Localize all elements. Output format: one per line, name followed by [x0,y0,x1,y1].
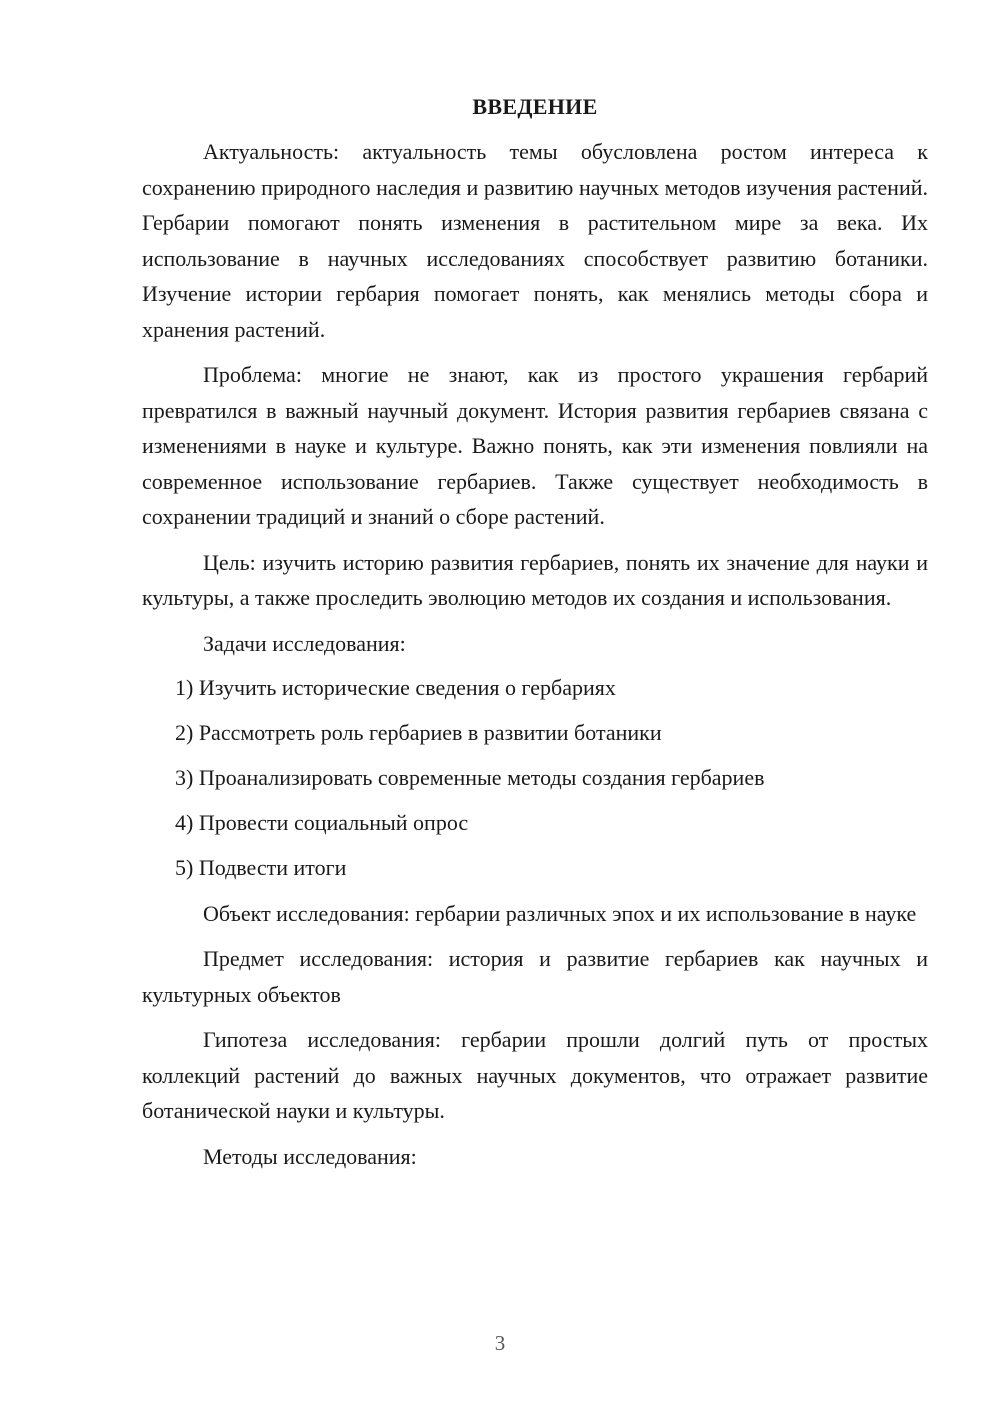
paragraph-goal: Цель: изучить историю развития гербариев, понять их значение для науки и культуры, а также проследить эволюцию методов их создания и использования. [142,549,928,610]
methods-heading: Методы исследования: [203,1143,417,1169]
list-item: 1) Изучить исторические сведения о гербариях [175,675,616,700]
list-item: 5) Подвести итоги [175,855,347,880]
paragraph-hypothesis: Гипотеза исследования: гербарии прошли долгий путь от простых коллекций растений до важных научных документов, что отражает развитие ботанической науки и культуры. [142,1027,928,1123]
paragraph-relevance: Актуальность: актуальность темы обусловлена ростом интереса к сохранению природного наследия и развитию научных методов изучения растений. Гербарии помогают понять изменения в растительном мире за века. Их использование в научных исследованиях способствует развитию ботаники. Изучение истории гербария помогает понять, как менялись методы сбора и хранения растений. [142,139,928,342]
list-item: 4) Провести социальный опрос [175,810,469,835]
document-page [142,92,928,1184]
list-item: 3) Проанализировать современные методы создания гербариев [175,765,765,790]
paragraph-object: Объект исследования: гербарии различных эпох и их использование в науке [203,900,917,926]
tasks-heading: Задачи исследования: [203,630,406,656]
tasks-list [142,670,928,886]
paragraph-subject: Предмет исследования: история и развитие гербариев как научных и культурных объектов [142,946,928,1007]
paragraph-problem: Проблема: многие не знают, как из простого украшения гербарий превратился в важный научный документ. История развития гербариев связана с изменениями в науке и культуре. Важно понять, как эти изменения повлияли на современное использование гербариев. Также существует необходимость в сохранении традиций и знаний о сборе растений. [142,362,928,529]
page-title: ВВЕДЕНИЕ [472,94,598,119]
page-number: 3 [494,1331,506,1355]
list-item: 2) Рассмотреть роль гербариев в развитии ботаники [175,720,662,745]
